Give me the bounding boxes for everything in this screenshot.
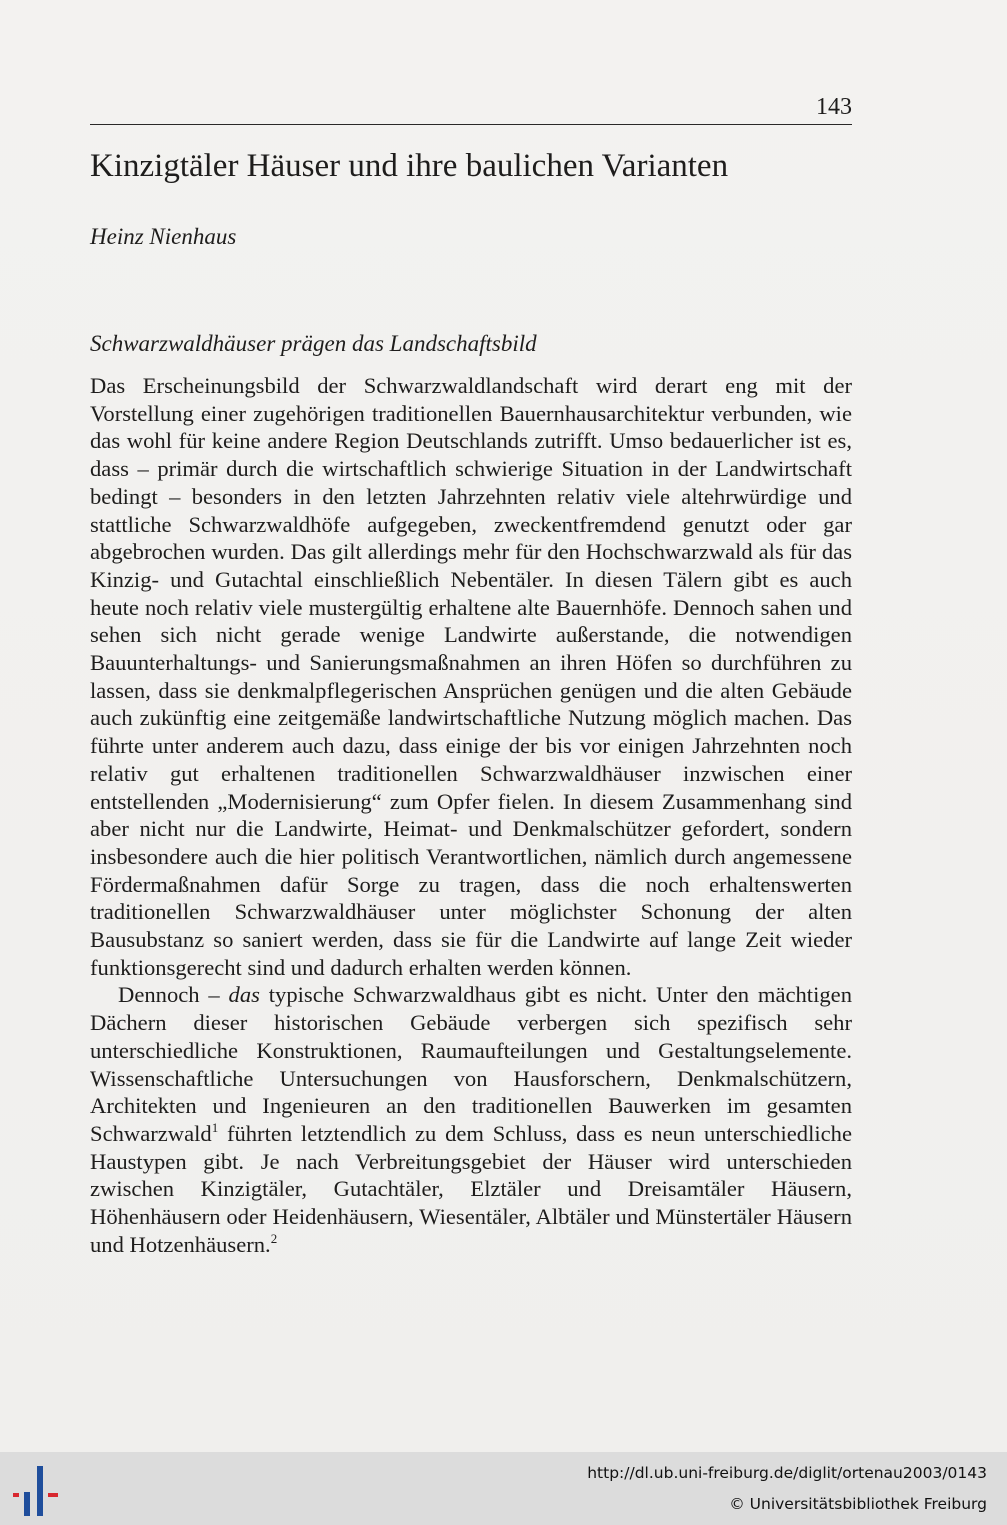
logo-blue-bar-1 xyxy=(24,1492,30,1516)
section-heading: Schwarzwaldhäuser prägen das Landschaftsbild xyxy=(90,331,537,356)
footnote-marker-2[interactable]: 2 xyxy=(270,1230,278,1246)
logo-red-bar-left xyxy=(13,1493,19,1497)
paragraph-2-part-1: typische Schwarzwaldhaus gibt es nicht. Unter den mächtigen Dächern dieser historischen Gebäude verbergen sich spezifisch sehr unterschiedliche Konstruktionen, Raumaufteilungen und Gestaltungselemente. Wissenschaftliche Untersuchungen von Hausforschern, Denkmalschützern, Architekten und Ingenieuren an den traditionellen Bauwerken im gesamten Schwarzwald xyxy=(90,982,852,1146)
paragraph-2 xyxy=(90,981,852,1258)
logo-red-bar-right xyxy=(48,1493,58,1497)
library-logo-icon xyxy=(10,1462,66,1518)
paragraph-2-part-2: führten letztendlich zu dem Schluss, dass es neun unterschiedliche Haustypen gibt. Je nach Verbreitungsgebiet der Häuser wird unterschieden zwischen Kinzigtäler, Gutachtäler, Elztäler und Dreisamtäler Häusern, Höhenhäusern oder Heidenhäusern, Wiesentäler, Albtäler und Münstertäler Häusern und Hotzenhäusern. xyxy=(90,1120,852,1257)
paragraph-2-emphasis: das xyxy=(228,982,260,1008)
article-title: Kinzigtäler Häuser und ihre baulichen Varianten xyxy=(90,148,729,184)
footer-bar xyxy=(0,1452,1007,1525)
article-author: Heinz Nienhaus xyxy=(90,224,237,249)
article-body xyxy=(90,372,852,1259)
footnote-marker-1[interactable]: 1 xyxy=(211,1119,219,1135)
paragraph-2-lead: Dennoch – xyxy=(118,982,229,1008)
page-header xyxy=(90,92,852,125)
copyright-notice: © Universitätsbibliothek Freiburg xyxy=(729,1495,987,1513)
logo-blue-bar-2 xyxy=(37,1466,43,1516)
source-url-link[interactable]: http://dl.ub.uni-freiburg.de/diglit/ortenau2003/0143 xyxy=(587,1464,987,1482)
paragraph-1: Das Erscheinungsbild der Schwarzwaldlandschaft wird derart eng mit der Vorstellung einer zugehörigen traditionellen Bauernhausarchitektur verbunden, wie das wohl für keine andere Region Deutschlands zutrifft. Umso bedauerlicher ist es, dass – primär durch die wirtschaftlich schwierige Situation in der Landwirtschaft bedingt – besonders in den letzten Jahrzehnten relativ viele altehrwürdige und stattliche Schwarzwaldhöfe aufgegeben, zweckentfremdend genutzt oder gar abgebrochen wurden. Das gilt allerdings mehr für den Hochschwarzwald als für das Kinzig- und Gutachtal einschließlich Nebentäler. In diesen Tälern gibt es auch heute noch relativ viele mustergültig erhaltene alte Bauernhöfe. Dennoch sahen und sehen sich nicht gerade wenige Landwirte außerstande, die notwendigen Bauunterhaltungs- und Sanierungsmaßnahmen an ihren Höfen so durchführen zu lassen, dass sie denkmalpflegerischen Ansprüchen genügen und die alten Gebäude auch zukünftig eine zeitgemäße landwirtschaftliche Nutzung möglich machen. Das führte unter anderem auch dazu, dass einige der bis vor einigen Jahrzehnten noch relativ gut erhaltenen traditionellen Schwarzwaldhäuser inzwischen einer entstellenden „Modernisierung“ zum Opfer fielen. In diesem Zusammenhang sind aber nicht nur die Landwirte, Heimat- und Denkmalschützer gefordert, sondern insbesondere auch die hier politisch Verantwortlichen, nämlich durch angemessene Fördermaßnahmen dafür Sorge zu tragen, dass die noch erhaltenswerten traditionellen Schwarzwaldhäuser unter möglichster Schonung der alten Bausubstanz so saniert werden, dass sie für die Landwirte auf lange Zeit wieder funktionsgerecht sind und dadurch erhalten werden können. xyxy=(90,373,852,980)
page-number: 143 xyxy=(816,94,852,120)
